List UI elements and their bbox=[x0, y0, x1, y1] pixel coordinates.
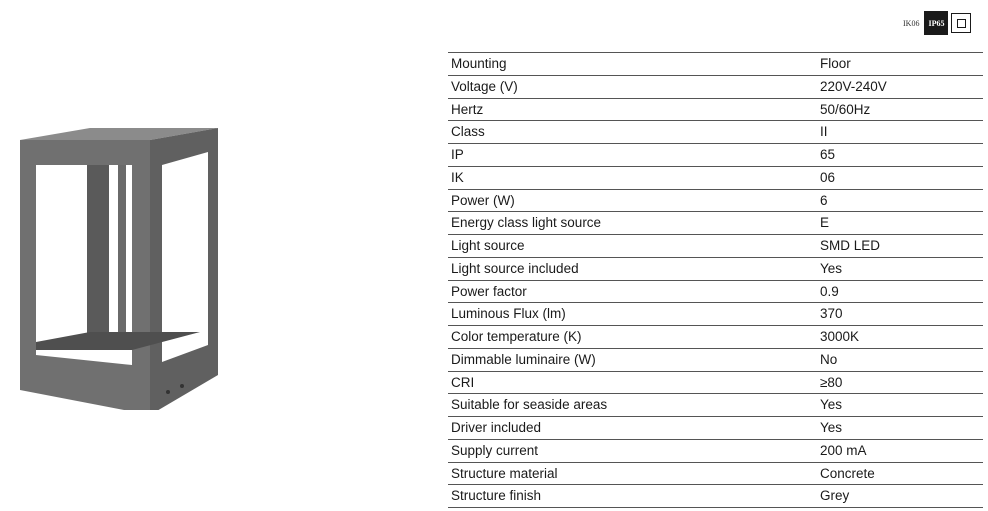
spec-value: Grey bbox=[820, 488, 850, 504]
specification-table bbox=[448, 52, 983, 508]
spec-label: Class bbox=[451, 124, 485, 140]
spec-row bbox=[448, 258, 983, 281]
spec-value: Yes bbox=[820, 260, 843, 276]
spec-row bbox=[448, 167, 983, 190]
spec-label: Hertz bbox=[451, 101, 484, 117]
class-ii-double-square-icon bbox=[951, 13, 971, 33]
ip-rating-badge: IP65 bbox=[924, 11, 948, 35]
spec-row bbox=[448, 463, 983, 486]
spec-label: Suitable for seaside areas bbox=[451, 397, 608, 413]
spec-value: 50/60Hz bbox=[820, 101, 871, 117]
certification-badges bbox=[903, 11, 971, 35]
spec-value: 200 mA bbox=[820, 442, 867, 458]
spec-value: 0.9 bbox=[820, 283, 839, 299]
spec-row bbox=[448, 281, 983, 304]
spec-row bbox=[448, 121, 983, 144]
spec-value: Concrete bbox=[820, 465, 875, 481]
ik-rating-badge: IK06 bbox=[903, 18, 920, 28]
spec-value: 370 bbox=[820, 306, 843, 322]
concrete-bollard-lamp-image bbox=[0, 110, 240, 410]
spec-row bbox=[448, 372, 983, 395]
spec-label: Power factor bbox=[451, 283, 527, 299]
spec-label: Luminous Flux (lm) bbox=[451, 306, 566, 322]
spec-row bbox=[448, 212, 983, 235]
product-image bbox=[0, 110, 240, 410]
spec-label: IK bbox=[451, 169, 464, 185]
spec-value: 6 bbox=[820, 192, 828, 208]
spec-value: E bbox=[820, 215, 830, 231]
spec-value: Yes bbox=[820, 397, 843, 413]
spec-row bbox=[448, 440, 983, 463]
spec-row bbox=[448, 485, 983, 508]
spec-value: ≥80 bbox=[820, 374, 843, 390]
spec-row bbox=[448, 53, 983, 76]
spec-label: Supply current bbox=[451, 442, 539, 458]
spec-value: 06 bbox=[820, 169, 836, 185]
spec-value: Floor bbox=[820, 56, 851, 71]
spec-label: Structure finish bbox=[451, 488, 542, 504]
spec-label: Color temperature (K) bbox=[451, 329, 582, 344]
spec-label: Structure material bbox=[451, 465, 558, 481]
spec-value: 65 bbox=[820, 147, 836, 162]
spec-row bbox=[448, 303, 983, 326]
spec-row bbox=[448, 394, 983, 417]
spec-label: Light source included bbox=[451, 260, 579, 276]
spec-row bbox=[448, 235, 983, 258]
spec-row bbox=[448, 326, 983, 349]
spec-value: No bbox=[820, 351, 838, 367]
spec-label: Dimmable luminaire (W) bbox=[451, 351, 596, 367]
spec-value: Yes bbox=[820, 420, 843, 435]
spec-label: IP bbox=[451, 147, 464, 162]
spec-label: CRI bbox=[451, 374, 475, 390]
spec-value: 220V-240V bbox=[820, 78, 887, 94]
spec-label: Energy class light source bbox=[451, 215, 602, 231]
spec-row bbox=[448, 99, 983, 122]
spec-label: Light source bbox=[451, 238, 525, 253]
spec-row bbox=[448, 190, 983, 213]
spec-row bbox=[448, 349, 983, 372]
spec-label: Voltage (V) bbox=[451, 78, 518, 94]
spec-label: Mounting bbox=[451, 56, 507, 71]
spec-row bbox=[448, 76, 983, 99]
spec-value: II bbox=[820, 124, 828, 140]
spec-label: Driver included bbox=[451, 420, 542, 435]
spec-label: Power (W) bbox=[451, 192, 515, 208]
spec-row bbox=[448, 417, 983, 440]
spec-value: SMD LED bbox=[820, 238, 881, 253]
spec-value: 3000K bbox=[820, 329, 860, 344]
spec-row bbox=[448, 144, 983, 167]
